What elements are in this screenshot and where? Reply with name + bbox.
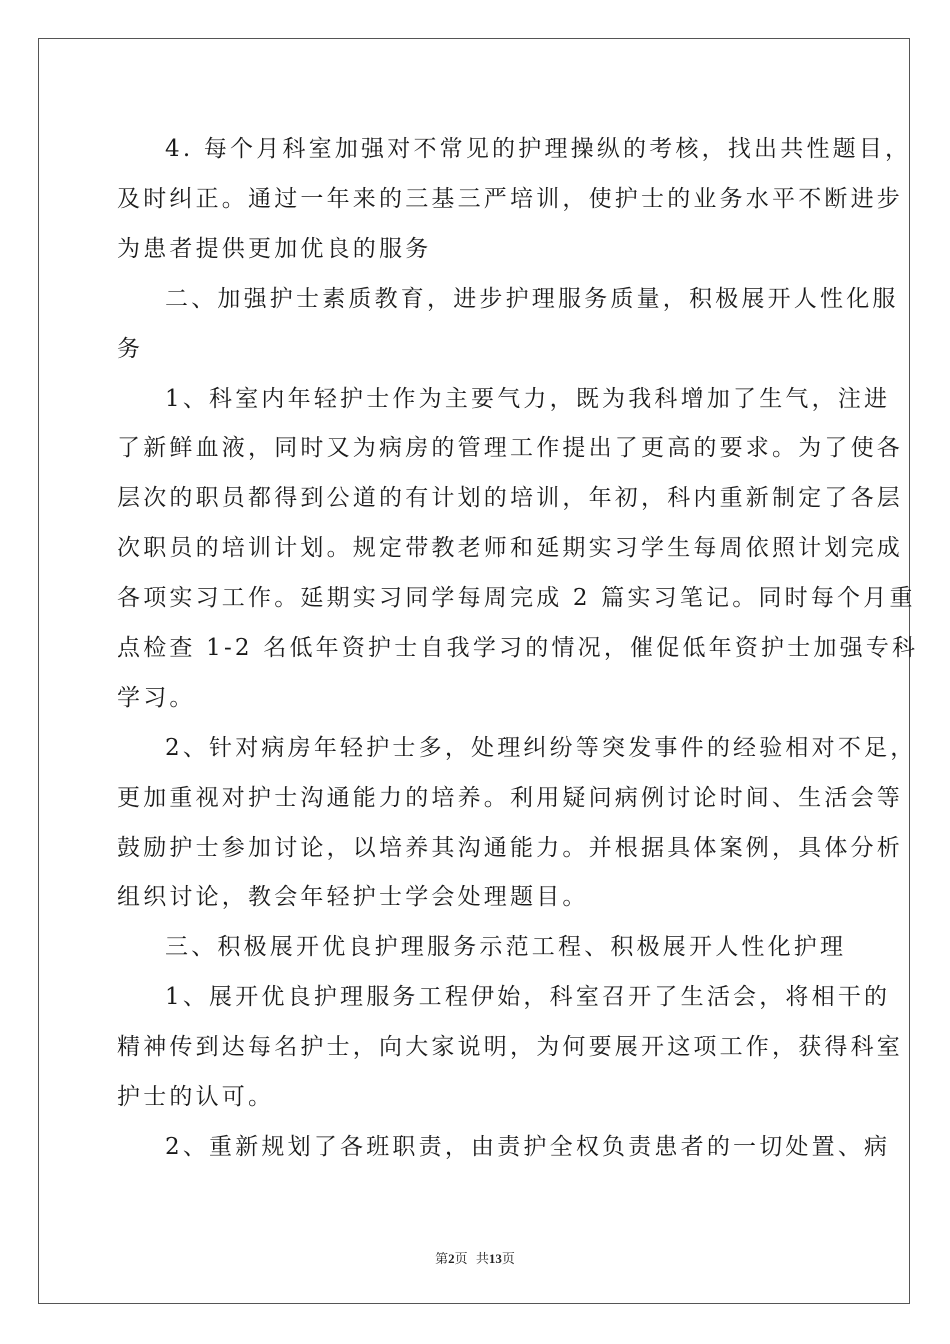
text-line: 层次的职员都得到公道的有计划的培训，年初，科内重新制定了各层: [117, 485, 903, 511]
text-line: 组织讨论，教会年轻护士学会处理题目。: [117, 884, 589, 910]
text-line: 更加重视对护士沟通能力的培养。利用疑问病例讨论时间、生活会等: [117, 785, 903, 811]
text-line: 务: [117, 336, 144, 362]
page-border: [38, 38, 919, 1304]
section-heading: 二、加强护士素质教育，进步护理服务质量，积极展开人性化服: [165, 286, 899, 312]
text-line: 学习。: [117, 685, 196, 711]
text-line: 4. 每个月科室加强对不常见的护理操纵的考核，找出共性题目，: [165, 136, 912, 162]
text-line: 了新鲜血液，同时又为病房的管理工作提出了更高的要求。为了使各: [117, 435, 903, 461]
text-line: 次职员的培训计划。规定带教老师和延期实习学生每周依照计划完成: [117, 535, 903, 561]
text-line: 点检查 1-2 名低年资护士自我学习的情况，催促低年资护士加强专科: [117, 635, 919, 661]
page-footer: [0, 1248, 950, 1267]
text-line: 各项实习工作。延期实习同学每周完成 2 篇实习笔记。同时每个月重: [117, 585, 916, 611]
text-line: 2、重新规划了各班职责，由责护全权负责患者的一切处置、病: [165, 1134, 891, 1160]
text-line: 护士的认可。: [117, 1084, 275, 1110]
text-line: 为患者提供更加优良的服务: [117, 236, 432, 262]
text-line: 1、展开优良护理服务工程伊始，科室召开了生活会，将相干的: [165, 984, 891, 1010]
page-total: 13: [488, 1251, 502, 1266]
text-line: 鼓励护士参加讨论，以培养其沟通能力。并根据具体案例，具体分析: [117, 835, 903, 861]
text-line: 精神传到达每名护士，向大家说明，为何要展开这项工作，获得科室: [117, 1034, 903, 1060]
page-current: 2: [448, 1251, 455, 1266]
page-mid: 页 共: [454, 1252, 489, 1267]
text-line: 2、针对病房年轻护士多，处理纠纷等突发事件的经验相对不足，: [165, 735, 917, 761]
text-line: 及时纠正。通过一年来的三基三严培训，使护士的业务水平不断进步: [117, 186, 903, 212]
page-suffix: 页: [501, 1252, 515, 1267]
section-heading: 三、积极展开优良护理服务示范工程、积极展开人性化护理: [165, 934, 847, 960]
text-line: 1、科室内年轻护士作为主要气力，既为我科增加了生气，注进: [165, 386, 891, 412]
page-prefix: 第: [435, 1252, 449, 1267]
